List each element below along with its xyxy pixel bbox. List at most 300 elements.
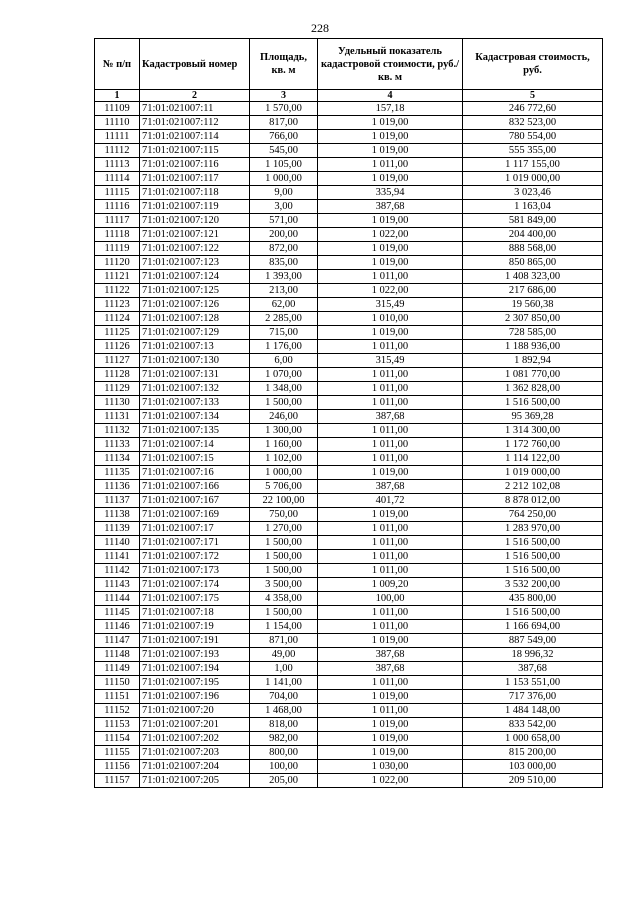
row-number-cell: 11137 [95, 494, 140, 508]
cadastral-number-cell: 71:01:021007:195 [140, 676, 250, 690]
row-number-cell: 11155 [95, 746, 140, 760]
cadastral-number-cell: 71:01:021007:125 [140, 284, 250, 298]
area-cell: 817,00 [250, 116, 318, 130]
area-cell: 1 070,00 [250, 368, 318, 382]
row-number-cell: 11115 [95, 186, 140, 200]
row-number-cell: 11130 [95, 396, 140, 410]
area-cell: 1 393,00 [250, 270, 318, 284]
row-number-cell: 11147 [95, 634, 140, 648]
unit-value-cell: 387,68 [318, 662, 463, 676]
table-row [95, 256, 603, 270]
unit-value-cell: 1 011,00 [318, 620, 463, 634]
row-number-cell: 11138 [95, 508, 140, 522]
table-body [95, 102, 603, 788]
cadastral-value-cell: 1 516 500,00 [463, 564, 603, 578]
cadastral-value-cell: 95 369,28 [463, 410, 603, 424]
cadastral-number-cell: 71:01:021007:119 [140, 200, 250, 214]
cadastral-number-cell: 71:01:021007:13 [140, 340, 250, 354]
table-row [95, 242, 603, 256]
table-row [95, 396, 603, 410]
unit-value-cell: 1 019,00 [318, 256, 463, 270]
table-row [95, 536, 603, 550]
row-number-cell: 11131 [95, 410, 140, 424]
area-cell: 704,00 [250, 690, 318, 704]
cadastral-value-cell: 1 019 000,00 [463, 172, 603, 186]
cadastral-value-cell: 555 355,00 [463, 144, 603, 158]
table-row [95, 326, 603, 340]
area-cell: 871,00 [250, 634, 318, 648]
table-row [95, 438, 603, 452]
unit-value-cell: 387,68 [318, 410, 463, 424]
unit-value-cell: 1 011,00 [318, 676, 463, 690]
cadastral-number-cell: 71:01:021007:129 [140, 326, 250, 340]
area-cell: 1 000,00 [250, 172, 318, 186]
table-header-row [95, 39, 603, 90]
cadastral-number-cell: 71:01:021007:131 [140, 368, 250, 382]
cadastral-value-cell: 887 549,00 [463, 634, 603, 648]
unit-value-cell: 1 019,00 [318, 172, 463, 186]
unit-value-cell: 1 011,00 [318, 536, 463, 550]
unit-value-cell: 1 019,00 [318, 144, 463, 158]
unit-value-cell: 1 011,00 [318, 606, 463, 620]
cadastral-number-cell: 71:01:021007:120 [140, 214, 250, 228]
cadastral-value-cell: 19 560,38 [463, 298, 603, 312]
row-number-cell: 11148 [95, 648, 140, 662]
cadastral-number-cell: 71:01:021007:174 [140, 578, 250, 592]
unit-value-cell: 1 011,00 [318, 550, 463, 564]
cadastral-number-cell: 71:01:021007:15 [140, 452, 250, 466]
cadastral-number-cell: 71:01:021007:130 [140, 354, 250, 368]
row-number-cell: 11109 [95, 102, 140, 116]
table-row [95, 172, 603, 186]
unit-value-cell: 1 019,00 [318, 116, 463, 130]
unit-value-cell: 1 011,00 [318, 158, 463, 172]
unit-value-cell: 1 019,00 [318, 746, 463, 760]
unit-value-cell: 1 011,00 [318, 424, 463, 438]
cadastral-number-cell: 71:01:021007:194 [140, 662, 250, 676]
cadastral-value-cell: 780 554,00 [463, 130, 603, 144]
unit-value-cell: 1 011,00 [318, 438, 463, 452]
header-cadastral-number: Кадастровый номер [140, 39, 250, 90]
unit-value-cell: 315,49 [318, 354, 463, 368]
cadastral-number-cell: 71:01:021007:18 [140, 606, 250, 620]
area-cell: 545,00 [250, 144, 318, 158]
area-cell: 1 102,00 [250, 452, 318, 466]
unit-value-cell: 1 030,00 [318, 760, 463, 774]
table-row [95, 382, 603, 396]
cadastral-value-cell: 2 212 102,08 [463, 480, 603, 494]
table-row [95, 340, 603, 354]
table-row [95, 564, 603, 578]
cadastral-number-cell: 71:01:021007:204 [140, 760, 250, 774]
cadastral-value-cell: 888 568,00 [463, 242, 603, 256]
row-number-cell: 11134 [95, 452, 140, 466]
cadastral-value-cell: 1 516 500,00 [463, 396, 603, 410]
cadastral-value-cell: 1 892,94 [463, 354, 603, 368]
unit-value-cell: 1 011,00 [318, 368, 463, 382]
unit-value-cell: 387,68 [318, 480, 463, 494]
row-number-cell: 11152 [95, 704, 140, 718]
area-cell: 1 468,00 [250, 704, 318, 718]
row-number-cell: 11139 [95, 522, 140, 536]
cadastral-value-cell: 1 153 551,00 [463, 676, 603, 690]
table-row [95, 704, 603, 718]
row-number-cell: 11146 [95, 620, 140, 634]
row-number-cell: 11142 [95, 564, 140, 578]
cadastral-number-cell: 71:01:021007:196 [140, 690, 250, 704]
unit-value-cell: 157,18 [318, 102, 463, 116]
table-row [95, 578, 603, 592]
area-cell: 200,00 [250, 228, 318, 242]
table-row [95, 284, 603, 298]
area-cell: 213,00 [250, 284, 318, 298]
cadastral-number-cell: 71:01:021007:133 [140, 396, 250, 410]
area-cell: 1 141,00 [250, 676, 318, 690]
table-row [95, 648, 603, 662]
unit-value-cell: 335,94 [318, 186, 463, 200]
table-row [95, 634, 603, 648]
area-cell: 1 570,00 [250, 102, 318, 116]
table-row [95, 760, 603, 774]
cadastral-number-cell: 71:01:021007:132 [140, 382, 250, 396]
area-cell: 1 500,00 [250, 396, 318, 410]
cadastral-value-cell: 1 081 770,00 [463, 368, 603, 382]
row-number-cell: 11128 [95, 368, 140, 382]
table-row [95, 410, 603, 424]
cadastral-number-cell: 71:01:021007:169 [140, 508, 250, 522]
unit-value-cell: 1 010,00 [318, 312, 463, 326]
cadastral-value-cell: 581 849,00 [463, 214, 603, 228]
table-row [95, 620, 603, 634]
cadastral-value-cell: 1 000 658,00 [463, 732, 603, 746]
row-number-cell: 11126 [95, 340, 140, 354]
row-number-cell: 11122 [95, 284, 140, 298]
unit-value-cell: 1 009,20 [318, 578, 463, 592]
area-cell: 62,00 [250, 298, 318, 312]
cadastral-value-cell: 1 166 694,00 [463, 620, 603, 634]
row-number-cell: 11145 [95, 606, 140, 620]
area-cell: 205,00 [250, 774, 318, 788]
unit-value-cell: 1 011,00 [318, 564, 463, 578]
area-cell: 3,00 [250, 200, 318, 214]
cadastral-number-cell: 71:01:021007:193 [140, 648, 250, 662]
cadastral-number-cell: 71:01:021007:115 [140, 144, 250, 158]
cadastral-number-cell: 71:01:021007:117 [140, 172, 250, 186]
table-row [95, 480, 603, 494]
cadastral-number-cell: 71:01:021007:202 [140, 732, 250, 746]
cadastral-number-cell: 71:01:021007:20 [140, 704, 250, 718]
unit-value-cell: 1 019,00 [318, 326, 463, 340]
table-row [95, 718, 603, 732]
unit-value-cell: 1 022,00 [318, 228, 463, 242]
unit-value-cell: 1 011,00 [318, 270, 463, 284]
table-row [95, 522, 603, 536]
unit-value-cell: 1 011,00 [318, 452, 463, 466]
cadastral-value-cell: 1 114 122,00 [463, 452, 603, 466]
header-unit-value: Удельный показатель кадастровой стоимости, руб./кв. м [318, 39, 463, 90]
table-row [95, 550, 603, 564]
area-cell: 1 105,00 [250, 158, 318, 172]
row-number-cell: 11141 [95, 550, 140, 564]
unit-value-cell: 1 011,00 [318, 382, 463, 396]
table-row [95, 298, 603, 312]
area-cell: 1 176,00 [250, 340, 318, 354]
cadastral-number-cell: 71:01:021007:205 [140, 774, 250, 788]
cadastral-value-cell: 1 019 000,00 [463, 466, 603, 480]
table-row [95, 200, 603, 214]
cadastral-value-cell: 1 163,04 [463, 200, 603, 214]
unit-value-cell: 387,68 [318, 648, 463, 662]
unit-value-cell: 1 019,00 [318, 732, 463, 746]
area-cell: 2 285,00 [250, 312, 318, 326]
cadastral-number-cell: 71:01:021007:16 [140, 466, 250, 480]
cadastral-number-cell: 71:01:021007:126 [140, 298, 250, 312]
table-row [95, 774, 603, 788]
unit-value-cell: 1 011,00 [318, 396, 463, 410]
column-number-row [95, 90, 603, 102]
table-row [95, 130, 603, 144]
column-number: 3 [250, 90, 318, 102]
area-cell: 1 500,00 [250, 606, 318, 620]
area-cell: 1 270,00 [250, 522, 318, 536]
unit-value-cell: 401,72 [318, 494, 463, 508]
table-row [95, 102, 603, 116]
cadastral-number-cell: 71:01:021007:11 [140, 102, 250, 116]
unit-value-cell: 1 011,00 [318, 340, 463, 354]
unit-value-cell: 387,68 [318, 200, 463, 214]
area-cell: 982,00 [250, 732, 318, 746]
row-number-cell: 11119 [95, 242, 140, 256]
table-row [95, 116, 603, 130]
column-number: 2 [140, 90, 250, 102]
cadastral-number-cell: 71:01:021007:19 [140, 620, 250, 634]
cadastral-value-cell: 832 523,00 [463, 116, 603, 130]
row-number-cell: 11133 [95, 438, 140, 452]
unit-value-cell: 1 022,00 [318, 284, 463, 298]
page-number: 228 [311, 21, 329, 35]
unit-value-cell: 1 022,00 [318, 774, 463, 788]
row-number-cell: 11116 [95, 200, 140, 214]
row-number-cell: 11112 [95, 144, 140, 158]
row-number-cell: 11135 [95, 466, 140, 480]
area-cell: 1 000,00 [250, 466, 318, 480]
header-row-number: № п/п [95, 39, 140, 90]
area-cell: 800,00 [250, 746, 318, 760]
area-cell: 1,00 [250, 662, 318, 676]
table-row [95, 186, 603, 200]
cadastral-number-cell: 71:01:021007:124 [140, 270, 250, 284]
cadastral-number-cell: 71:01:021007:122 [140, 242, 250, 256]
cadastral-value-table [94, 38, 603, 788]
unit-value-cell: 1 019,00 [318, 634, 463, 648]
area-cell: 22 100,00 [250, 494, 318, 508]
cadastral-number-cell: 71:01:021007:118 [140, 186, 250, 200]
row-number-cell: 11124 [95, 312, 140, 326]
row-number-cell: 11132 [95, 424, 140, 438]
table-row [95, 676, 603, 690]
row-number-cell: 11127 [95, 354, 140, 368]
cadastral-value-cell: 1 484 148,00 [463, 704, 603, 718]
table-row [95, 270, 603, 284]
area-cell: 1 160,00 [250, 438, 318, 452]
cadastral-value-cell: 2 307 850,00 [463, 312, 603, 326]
cadastral-number-cell: 71:01:021007:128 [140, 312, 250, 326]
table-row [95, 606, 603, 620]
cadastral-value-cell: 3 532 200,00 [463, 578, 603, 592]
cadastral-number-cell: 71:01:021007:167 [140, 494, 250, 508]
cadastral-number-cell: 71:01:021007:17 [140, 522, 250, 536]
row-number-cell: 11140 [95, 536, 140, 550]
cadastral-number-cell: 71:01:021007:173 [140, 564, 250, 578]
row-number-cell: 11113 [95, 158, 140, 172]
row-number-cell: 11120 [95, 256, 140, 270]
column-number: 1 [95, 90, 140, 102]
cadastral-number-cell: 71:01:021007:116 [140, 158, 250, 172]
row-number-cell: 11114 [95, 172, 140, 186]
row-number-cell: 11118 [95, 228, 140, 242]
unit-value-cell: 1 019,00 [318, 466, 463, 480]
area-cell: 1 500,00 [250, 564, 318, 578]
table-row [95, 144, 603, 158]
cadastral-number-cell: 71:01:021007:201 [140, 718, 250, 732]
cadastral-number-cell: 71:01:021007:171 [140, 536, 250, 550]
row-number-cell: 11150 [95, 676, 140, 690]
cadastral-number-cell: 71:01:021007:14 [140, 438, 250, 452]
cadastral-number-cell: 71:01:021007:123 [140, 256, 250, 270]
unit-value-cell: 100,00 [318, 592, 463, 606]
cadastral-value-cell: 1 283 970,00 [463, 522, 603, 536]
table-row [95, 662, 603, 676]
cadastral-value-cell: 8 878 012,00 [463, 494, 603, 508]
table-row [95, 732, 603, 746]
column-number: 4 [318, 90, 463, 102]
cadastral-value-cell: 728 585,00 [463, 326, 603, 340]
area-cell: 715,00 [250, 326, 318, 340]
cadastral-value-cell: 764 250,00 [463, 508, 603, 522]
table-row [95, 494, 603, 508]
row-number-cell: 11151 [95, 690, 140, 704]
area-cell: 1 348,00 [250, 382, 318, 396]
row-number-cell: 11153 [95, 718, 140, 732]
area-cell: 4 358,00 [250, 592, 318, 606]
row-number-cell: 11149 [95, 662, 140, 676]
row-number-cell: 11144 [95, 592, 140, 606]
row-number-cell: 11111 [95, 130, 140, 144]
area-cell: 3 500,00 [250, 578, 318, 592]
cadastral-value-cell: 3 023,46 [463, 186, 603, 200]
area-cell: 5 706,00 [250, 480, 318, 494]
cadastral-value-cell: 1 408 323,00 [463, 270, 603, 284]
table-row [95, 312, 603, 326]
cadastral-value-cell: 1 172 760,00 [463, 438, 603, 452]
cadastral-number-cell: 71:01:021007:114 [140, 130, 250, 144]
cadastral-number-cell: 71:01:021007:121 [140, 228, 250, 242]
cadastral-number-cell: 71:01:021007:191 [140, 634, 250, 648]
row-number-cell: 11123 [95, 298, 140, 312]
row-number-cell: 11143 [95, 578, 140, 592]
cadastral-value-cell: 387,68 [463, 662, 603, 676]
cadastral-value-cell: 246 772,60 [463, 102, 603, 116]
table-row [95, 368, 603, 382]
table-row [95, 508, 603, 522]
area-cell: 100,00 [250, 760, 318, 774]
area-cell: 49,00 [250, 648, 318, 662]
table-row [95, 158, 603, 172]
table-row [95, 452, 603, 466]
cadastral-number-cell: 71:01:021007:203 [140, 746, 250, 760]
row-number-cell: 11121 [95, 270, 140, 284]
table-row [95, 690, 603, 704]
row-number-cell: 11156 [95, 760, 140, 774]
area-cell: 750,00 [250, 508, 318, 522]
area-cell: 818,00 [250, 718, 318, 732]
table-row [95, 592, 603, 606]
row-number-cell: 11117 [95, 214, 140, 228]
unit-value-cell: 315,49 [318, 298, 463, 312]
table-row [95, 214, 603, 228]
area-cell: 571,00 [250, 214, 318, 228]
table-row [95, 424, 603, 438]
unit-value-cell: 1 011,00 [318, 522, 463, 536]
area-cell: 1 154,00 [250, 620, 318, 634]
row-number-cell: 11125 [95, 326, 140, 340]
unit-value-cell: 1 019,00 [318, 214, 463, 228]
unit-value-cell: 1 019,00 [318, 242, 463, 256]
cadastral-value-cell: 1 516 500,00 [463, 606, 603, 620]
cadastral-number-cell: 71:01:021007:135 [140, 424, 250, 438]
cadastral-value-cell: 1 117 155,00 [463, 158, 603, 172]
cadastral-value-cell: 815 200,00 [463, 746, 603, 760]
row-number-cell: 11154 [95, 732, 140, 746]
area-cell: 9,00 [250, 186, 318, 200]
area-cell: 872,00 [250, 242, 318, 256]
unit-value-cell: 1 019,00 [318, 508, 463, 522]
cadastral-value-cell: 850 865,00 [463, 256, 603, 270]
cadastral-value-cell: 217 686,00 [463, 284, 603, 298]
cadastral-value-cell: 833 542,00 [463, 718, 603, 732]
cadastral-value-cell: 435 800,00 [463, 592, 603, 606]
cadastral-value-cell: 1 516 500,00 [463, 550, 603, 564]
area-cell: 766,00 [250, 130, 318, 144]
unit-value-cell: 1 019,00 [318, 690, 463, 704]
unit-value-cell: 1 019,00 [318, 130, 463, 144]
unit-value-cell: 1 019,00 [318, 718, 463, 732]
cadastral-value-cell: 18 996,32 [463, 648, 603, 662]
cadastral-value-cell: 1 516 500,00 [463, 536, 603, 550]
cadastral-value-cell: 204 400,00 [463, 228, 603, 242]
cadastral-number-cell: 71:01:021007:134 [140, 410, 250, 424]
area-cell: 246,00 [250, 410, 318, 424]
area-cell: 835,00 [250, 256, 318, 270]
cadastral-value-cell: 209 510,00 [463, 774, 603, 788]
column-number: 5 [463, 90, 603, 102]
header-cadastral-value: Кадастровая стоимость, руб. [463, 39, 603, 90]
area-cell: 1 500,00 [250, 550, 318, 564]
cadastral-value-cell: 717 376,00 [463, 690, 603, 704]
cadastral-value-cell: 103 000,00 [463, 760, 603, 774]
cadastral-value-cell: 1 188 936,00 [463, 340, 603, 354]
row-number-cell: 11129 [95, 382, 140, 396]
area-cell: 1 500,00 [250, 536, 318, 550]
cadastral-number-cell: 71:01:021007:175 [140, 592, 250, 606]
table-row [95, 354, 603, 368]
cadastral-number-cell: 71:01:021007:166 [140, 480, 250, 494]
row-number-cell: 11110 [95, 116, 140, 130]
table-row [95, 746, 603, 760]
cadastral-number-cell: 71:01:021007:112 [140, 116, 250, 130]
cadastral-value-cell: 1 314 300,00 [463, 424, 603, 438]
table-row [95, 228, 603, 242]
